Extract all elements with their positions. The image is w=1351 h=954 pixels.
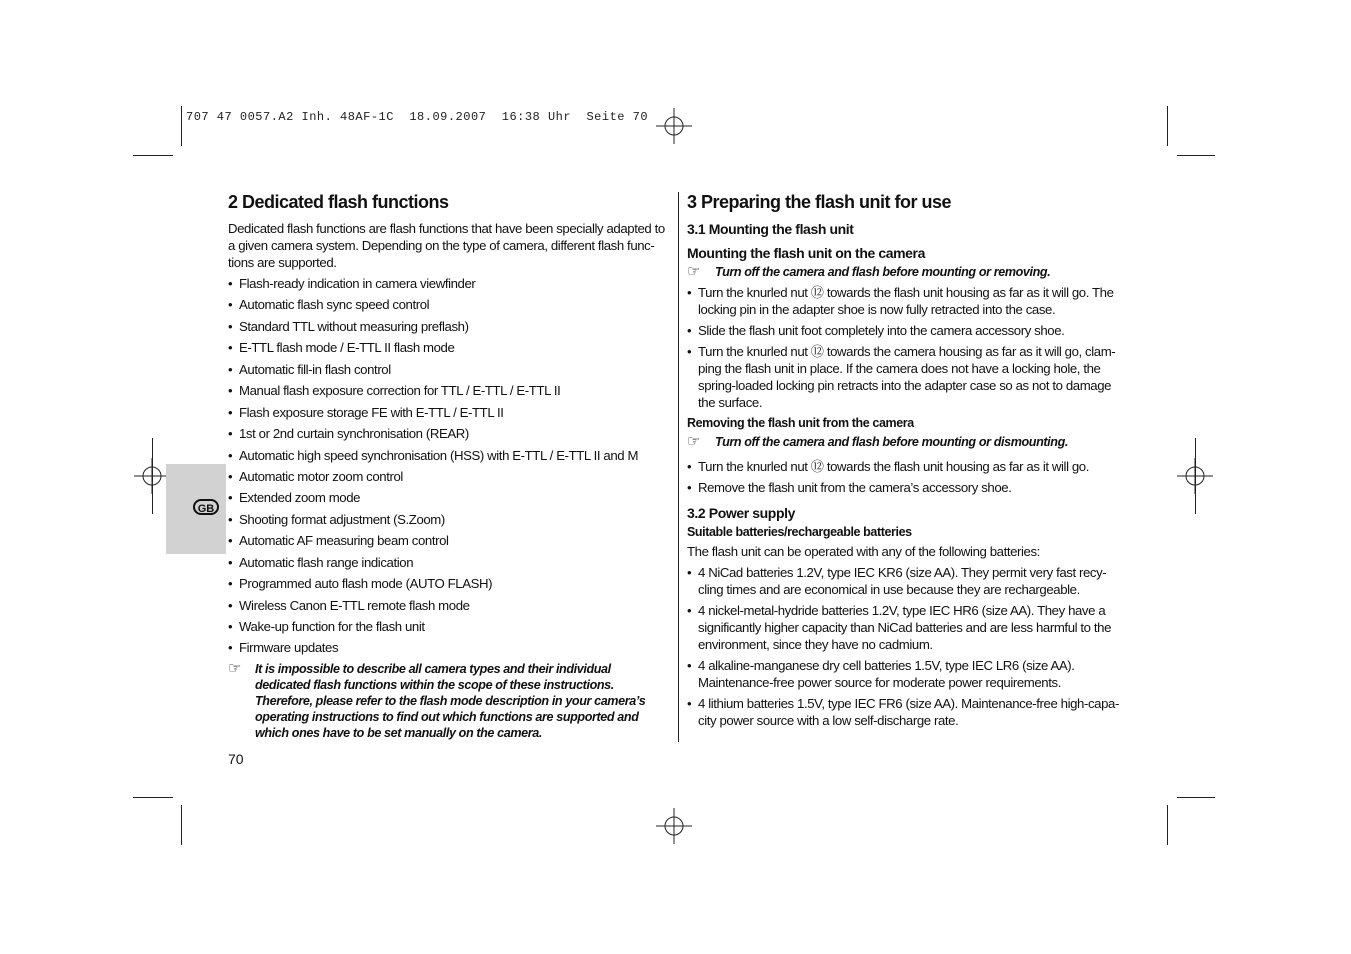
remove-steps-list xyxy=(687,458,1127,496)
right-column xyxy=(687,191,1127,733)
mount-note xyxy=(687,264,1127,280)
list-item: • Standard TTL without measuring preflash) xyxy=(228,318,668,335)
section-3-heading: 3 Preparing the flash unit for use xyxy=(687,192,952,212)
list-item: • Automatic flash sync speed control xyxy=(228,296,668,313)
list-item: • 4 nickel-metal-hydride batteries 1.2V, type IEC HR6 (size AA). They have a significantly higher capacity than NiCad batteries and are less harmful to the environment, since they have no cadmium. xyxy=(687,602,1127,653)
crop-mark-top-right-vertical xyxy=(1167,106,1168,146)
list-item: • Flash-ready indication in camera viewfinder xyxy=(228,275,668,292)
list-item: • Automatic flash range indication xyxy=(228,554,668,571)
section-3-1-heading: 3.1 Mounting the flash unit xyxy=(687,221,854,237)
list-item: • 4 NiCad batteries 1.2V, type IEC KR6 (size AA). They permit very fast recy-cling times and are economical in use because they are rechargeable. xyxy=(687,564,1127,598)
mount-steps-list xyxy=(687,284,1127,411)
remove-heading: Removing the flash unit from the camera xyxy=(687,416,914,430)
page-number: 70 xyxy=(228,751,244,767)
column-divider xyxy=(678,192,679,742)
list-item: • Automatic AF measuring beam control xyxy=(228,532,668,549)
dedicated-functions-list xyxy=(228,275,668,656)
list-item: • Flash exposure storage FE with E-TTL / E-TTL II xyxy=(228,404,668,421)
section-3-2-heading: 3.2 Power supply xyxy=(687,505,795,521)
registration-mark-bottom xyxy=(656,808,692,844)
list-item: • E-TTL flash mode / E-TTL II flash mode xyxy=(228,339,668,356)
list-item: • Wireless Canon E-TTL remote flash mode xyxy=(228,597,668,614)
list-item: • Turn the knurled nut ⑫ towards the camera housing as far as it will go, clam-ping the flash unit in place. If the camera does not have a locking hole, the spring-loaded locking pin retracts into the adapter case so as not to damage the surface. xyxy=(687,343,1127,411)
mount-heading: Mounting the flash unit on the camera xyxy=(687,245,925,261)
pointing-hand-icon: ☞ xyxy=(687,433,701,450)
remove-note xyxy=(687,434,1127,450)
left-column xyxy=(228,191,668,745)
list-item: • Slide the flash unit foot completely into the camera accessory shoe. xyxy=(687,322,1127,339)
note-text: It is impossible to describe all camera types and their individual dedicated flash functions within the scope of these instructions. Therefore, please refer to the flash mode description in your camera’s operating instructions to find out which functions are supported and which ones have to be set manually on the camera. xyxy=(255,661,646,740)
crop-mark-top-left-horizontal xyxy=(133,155,173,156)
section-2-intro: Dedicated flash functions are flash functions that have been specially adapted to a given camera system. Depending on the type of camera, different flash func-tions are supported. xyxy=(228,221,665,270)
list-item: • Firmware updates xyxy=(228,639,668,656)
list-item: • Shooting format adjustment (S.Zoom) xyxy=(228,511,668,528)
crop-mark-bottom-right-horizontal xyxy=(1177,797,1215,798)
printer-slug-line: 707 47 0057.A2 Inh. 48AF-1C 18.09.2007 16:38 Uhr Seite 70 xyxy=(186,110,649,124)
list-item: • 1st or 2nd curtain synchronisation (REAR) xyxy=(228,425,668,442)
list-item: • Manual flash exposure correction for TTL / E-TTL / E-TTL II xyxy=(228,382,668,399)
crop-mark-bottom-right-vertical xyxy=(1167,805,1168,845)
list-item: • 4 alkaline-manganese dry cell batteries 1.5V, type IEC LR6 (size AA). Maintenance-free power source for moderate power requirements. xyxy=(687,657,1127,691)
list-item: • Automatic motor zoom control xyxy=(228,468,668,485)
list-item: • Wake-up function for the flash unit xyxy=(228,618,668,635)
list-item: • Turn the knurled nut ⑫ towards the flash unit housing as far as it will go. The locking pin in the adapter shoe is now fully retracted into the case. xyxy=(687,284,1127,318)
crop-mark-bottom-left-horizontal xyxy=(133,797,173,798)
note-text: Turn off the camera and flash before mounting or removing. xyxy=(715,265,1051,279)
note-text: Turn off the camera and flash before mounting or dismounting. xyxy=(715,435,1068,449)
batteries-heading: Suitable batteries/rechargeable batteries xyxy=(687,525,912,539)
crop-mark-top-left-vertical xyxy=(181,106,182,146)
registration-line-right xyxy=(1195,438,1196,514)
note xyxy=(228,661,668,741)
list-item: • Remove the flash unit from the camera’s accessory shoe. xyxy=(687,479,1127,496)
registration-line-left xyxy=(152,438,153,514)
list-item: • Automatic fill-in flash control xyxy=(228,361,668,378)
pointing-hand-icon: ☞ xyxy=(228,659,242,677)
crop-mark-bottom-left-vertical xyxy=(181,805,182,845)
list-item: • Automatic high speed synchronisation (HSS) with E-TTL / E-TTL II and M xyxy=(228,447,668,464)
pointing-hand-icon: ☞ xyxy=(687,263,701,280)
list-item: • Turn the knurled nut ⑫ towards the flash unit housing as far as it will go. xyxy=(687,458,1127,475)
list-item: • 4 lithium batteries 1.5V, type IEC FR6 (size AA). Maintenance-free high-capa-city power source with a low self-discharge rate. xyxy=(687,695,1127,729)
list-item: • Programmed auto flash mode (AUTO FLASH) xyxy=(228,575,668,592)
section-2-heading: 2 Dedicated flash functions xyxy=(228,192,449,212)
batteries-list xyxy=(687,564,1127,729)
registration-mark-top xyxy=(656,108,692,144)
language-tab-label: GB xyxy=(193,499,219,515)
batteries-intro: The flash unit can be operated with any of the following batteries: xyxy=(687,544,1040,559)
crop-mark-top-right-horizontal xyxy=(1177,155,1215,156)
list-item: • Extended zoom mode xyxy=(228,489,668,506)
